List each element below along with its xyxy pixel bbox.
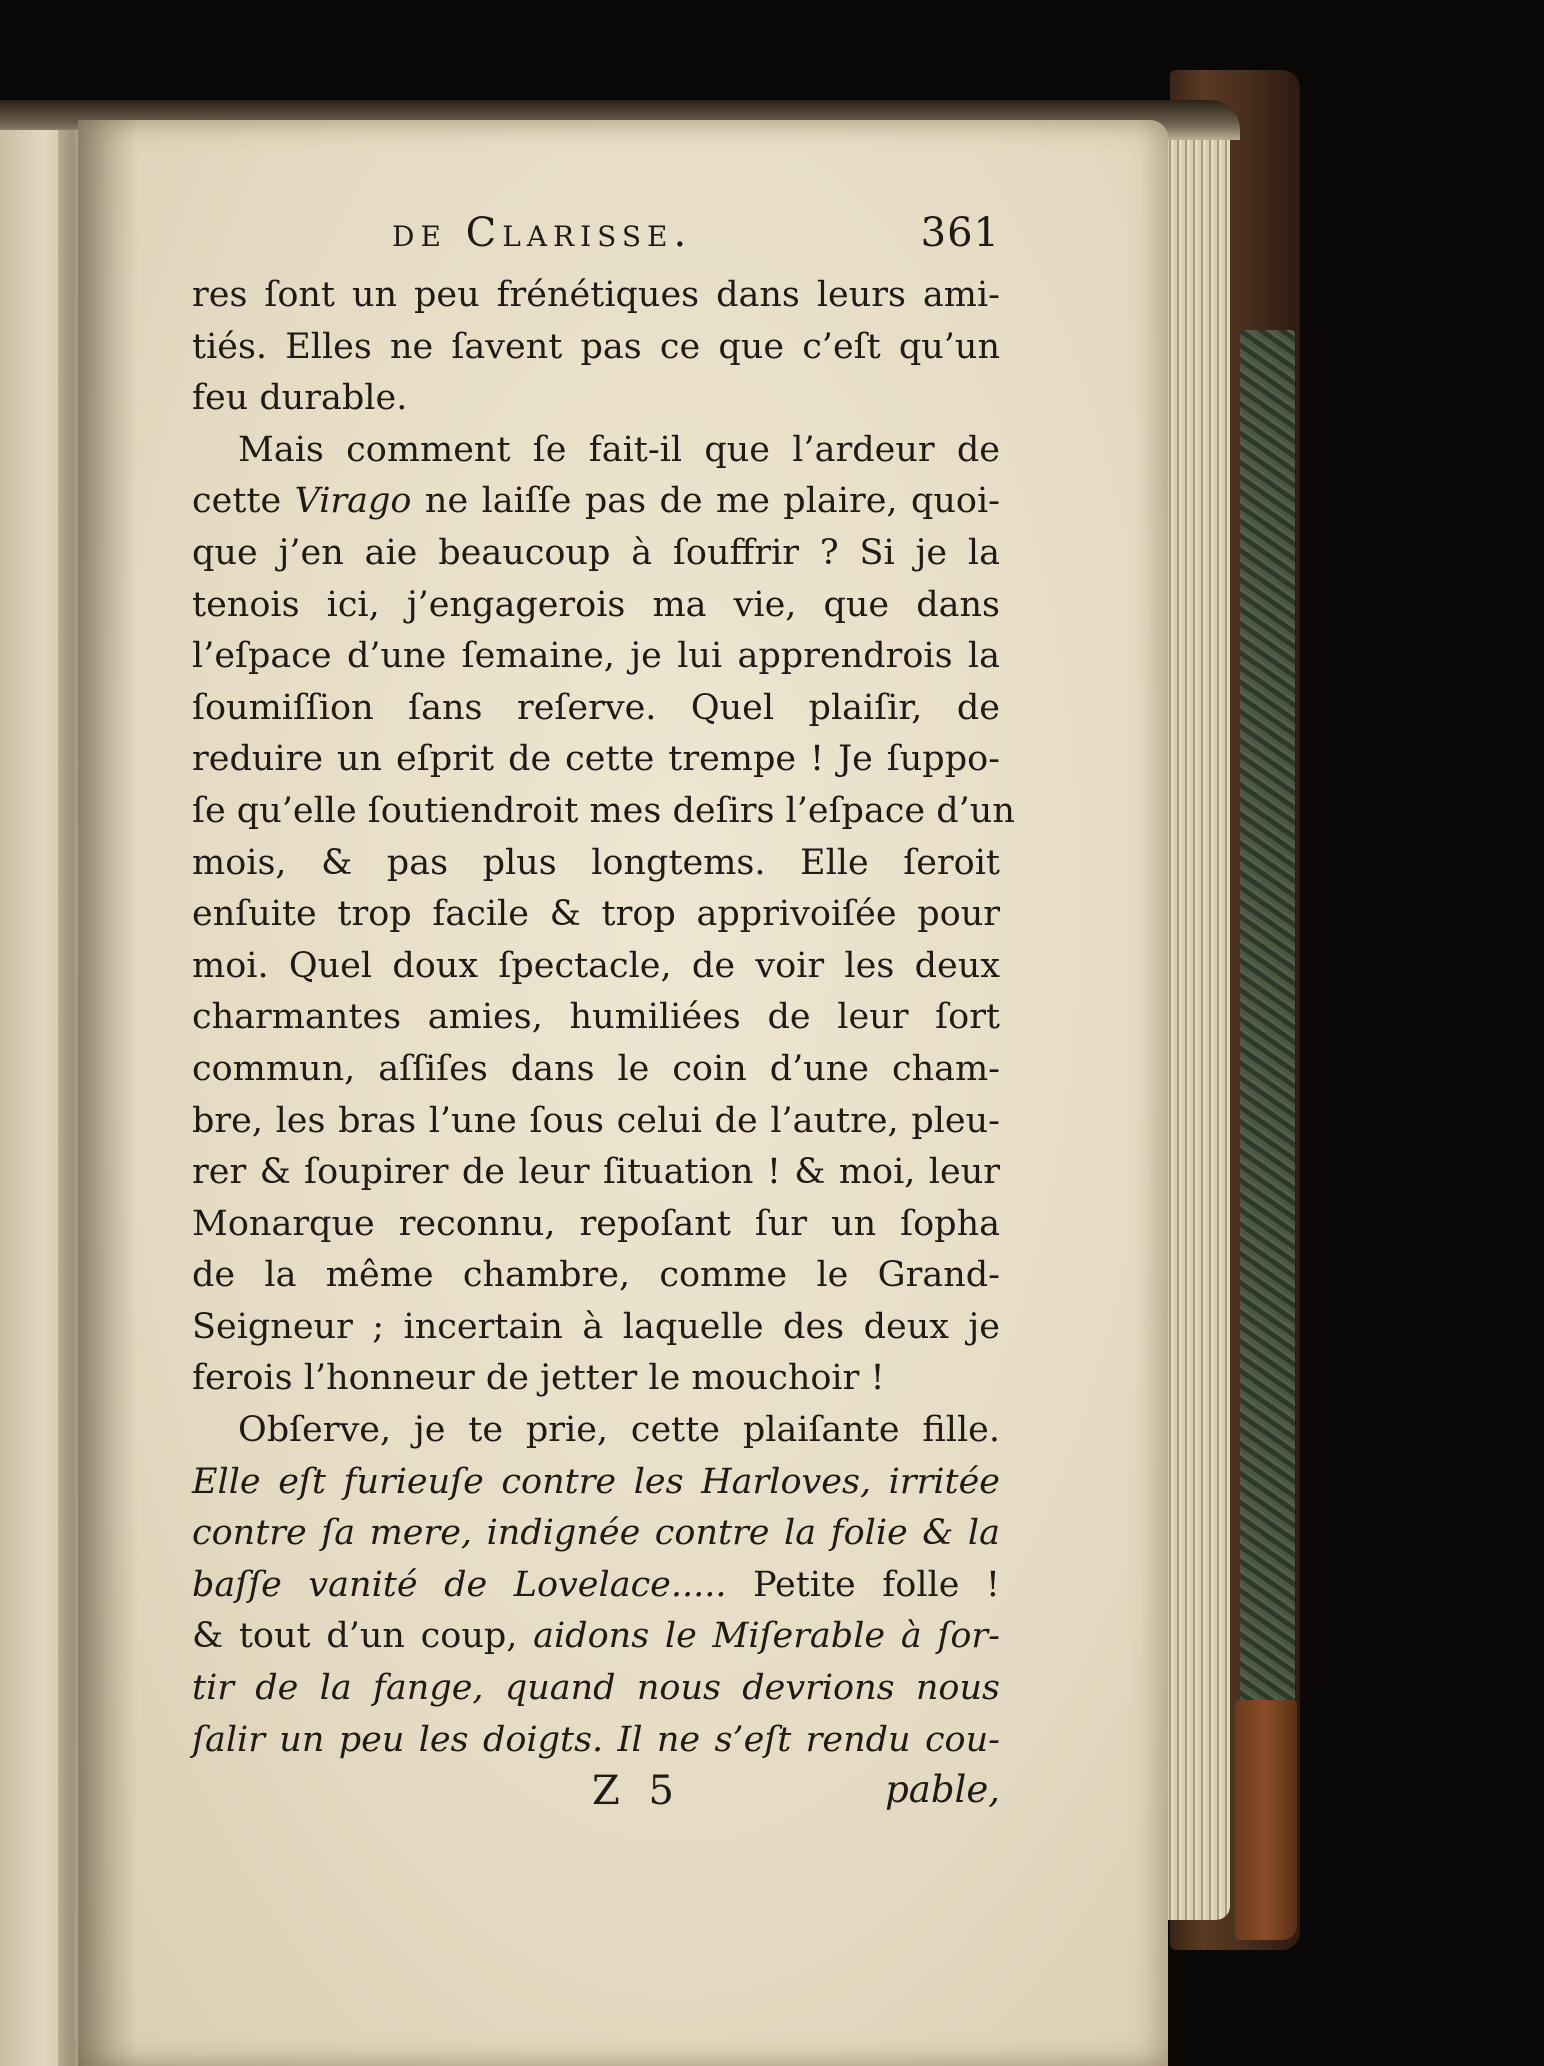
binding-leather-corner (1235, 1700, 1297, 1940)
text-line: l’eſpace d’une ſemaine, je lui apprendrois la (192, 636, 1000, 677)
body-text (192, 270, 1015, 1766)
text-line: feu durable. (192, 378, 408, 419)
text-line: ferois l’honneur de jetter le mouchoir ! (192, 1358, 885, 1399)
text-fragment: ne laiſſe pas de me plaire, quoi- (424, 481, 1000, 522)
italic-text-line: Elle eſt furieuſe contre les Harloves, irritée (192, 1461, 1000, 1502)
text-fragment: Petite folle ! (753, 1564, 1000, 1605)
catchword: pable, (885, 1768, 1000, 1812)
text-line: tiés. Elles ne ſavent pas ce que c’eſt qu’un (192, 326, 1000, 367)
text-line: mois, & pas plus longtems. Elle ſeroit (192, 842, 1000, 883)
italic-fragment: baſſe vanité de Lovelace..... (192, 1564, 727, 1605)
text-line: Monarque reconnu, repoſant ſur un ſopha (192, 1203, 1000, 1244)
text-line: ſoumiſſion ſans reſerve. Quel plaiſir, de (192, 687, 1000, 728)
text-fragment: & tout d’un coup, (192, 1616, 518, 1657)
text-line (192, 1560, 1000, 1612)
text-line: Mais comment ſe fait-il que l’ardeur de (238, 429, 1000, 470)
text-line: charmantes amies, humiliées de leur ſort (192, 997, 1000, 1038)
text-line: enſuite trop facile & trop apprivoiſée pour (192, 894, 1000, 935)
text-line: bre, les bras l’une ſous celui de l’autre, pleu- (192, 1100, 1000, 1141)
text-line: Seigneur ; incertain à laquelle des deux je (192, 1306, 1000, 1347)
text-line: rer & ſoupirer de leur ſituation ! & moi, leur (192, 1152, 1000, 1193)
text-line: que j’en aie beaucoup à ſouffrir ? Si je la (192, 532, 1000, 573)
page-footer (192, 1768, 1000, 1824)
binding-marbled-cloth (1240, 330, 1295, 1730)
italic-text-line: tir de la fange, quand nous devrions nous (192, 1668, 1000, 1709)
text-line (192, 1405, 1000, 1457)
running-head-title: de Clarisse. (392, 210, 693, 256)
text-line (192, 425, 1000, 477)
signature-mark: Z 5 (592, 1768, 682, 1815)
text-line: res ſont un peu frénétiques dans leurs ami- (192, 275, 1000, 315)
text-line (192, 476, 1000, 528)
italic-text-line: contre ſa mere, indignée contre la folie & la (192, 1513, 1000, 1554)
text-line: Obſerve, je te prie, cette plaiſante fille. (238, 1410, 1000, 1451)
italic-text-line: ſalir un peu les doigts. Il ne s’eſt rendu cou- (192, 1719, 1000, 1760)
running-head (192, 210, 1000, 270)
text-line: ſe qu’elle ſoutiendroit mes deſirs l’eſpace d’un (192, 790, 1015, 831)
italic-fragment: Virago (294, 481, 412, 522)
text-line: tenois ici, j’engagerois ma vie, que dans (192, 584, 1000, 625)
page-gutter-shadow (78, 120, 138, 2066)
text-fragment: cette (192, 481, 282, 522)
page-text-block (192, 210, 1015, 1824)
text-line: commun, aſſiſes dans le coin d’une cham- (192, 1048, 1000, 1089)
text-line (192, 1611, 1000, 1663)
page-number: 361 (920, 210, 1000, 256)
italic-fragment: aidons le Miſerable à ſor- (533, 1616, 1000, 1657)
text-line: reduire un eſprit de cette trempe ! Je ſuppo- (192, 739, 1000, 780)
text-line: moi. Quel doux ſpectacle, de voir les deux (192, 945, 1000, 986)
text-line: de la même chambre, comme le Grand- (192, 1255, 1000, 1296)
